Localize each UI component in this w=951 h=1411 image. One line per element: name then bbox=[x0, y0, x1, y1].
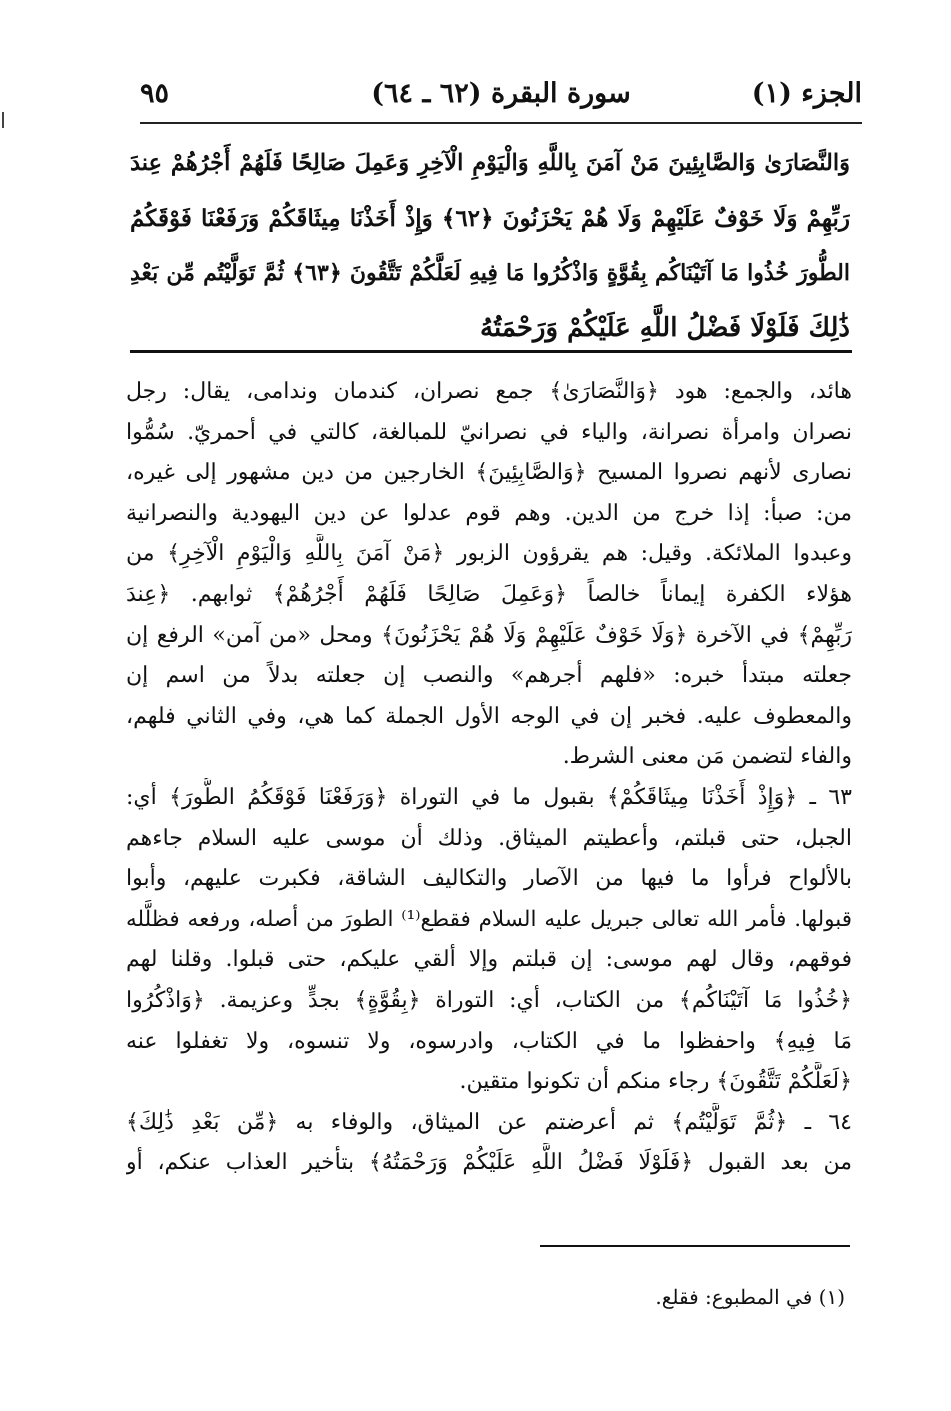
surah-title: سورة البقرة (٦٢ ـ ٦٤) bbox=[371, 78, 631, 109]
commentary-line: قبولها. فأمر الله تعالى جبريل عليه السلام فقطع⁽¹⁾ الطورَ من أصله، ورفعه فظلَّله bbox=[126, 906, 852, 932]
quran-verses bbox=[130, 136, 850, 356]
commentary-line: بالألواح فرأوا ما فيها من الآصار والتكاليف الشاقة، فكبرت عليهم، وأبوا bbox=[126, 866, 852, 892]
commentary-line: وعبدوا الملائكة. وقيل: هم يقرؤون الزبور ﴿مَنْ آمَنَ بِاللَّهِ وَالْيَوْمِ الْآخِرِ﴾ من bbox=[126, 541, 852, 567]
footnote: (١) في المطبوع: فقلع. bbox=[655, 1285, 845, 1309]
commentary-text bbox=[126, 372, 852, 1184]
commentary-line: من بعد القبول ﴿فَلَوْلَا فَضْلُ اللَّهِ عَلَيْكُمْ وَرَحْمَتُهُ﴾ بتأخير العذاب عنكم، أو bbox=[126, 1150, 852, 1176]
commentary-line: جعلته مبتدأ خبره: «فلهم أجرهم» والنصب إن جعلته بدلاً من اسم إن bbox=[126, 663, 852, 689]
commentary-line: هؤلاء الكفرة إيماناً خالصاً ﴿وَعَمِلَ صَالِحًا فَلَهُمْ أَجْرُهُمْ﴾ ثوابهم. ﴿عِندَ bbox=[126, 581, 852, 607]
verse-divider bbox=[130, 350, 852, 353]
commentary-line: نصران وامرأة نصرانة، والياء في نصرانيّ للمبالغة، كالتي في أحمريّ. سُمُّوا bbox=[126, 419, 852, 445]
commentary-line: والمعطوف عليه. فخبر إن في الوجه الأول الجملة كما هي، وفي الثاني فلهم، bbox=[126, 703, 852, 729]
commentary-line: رَبِّهِمْ﴾ في الآخرة ﴿وَلَا خَوْفٌ عَلَيْهِمْ وَلَا هُمْ يَحْزَنُونَ﴾ ومحل «من آمن» الرفع إن bbox=[126, 622, 852, 648]
commentary-line: مَا فِيهِ﴾ واحفظوا ما في الكتاب، وادرسوه، ولا تنسوه، ولا تغفلوا عنه bbox=[126, 1028, 852, 1054]
commentary-line: فوقهم، وقال لهم موسى: إن قبلتم وإلا ألقي عليكم، حتى قبلوا. وقلنا لهم bbox=[126, 947, 852, 973]
verse-line: رَبِّهِمْ وَلَا خَوْفٌ عَلَيْهِمْ وَلَا هُمْ يَحْزَنُونَ ﴿٦٢﴾ وَإِذْ أَخَذْنَا مِيثَاقَكُمْ وَرَفَعْنَا فَوْقَكُمُ bbox=[130, 205, 850, 232]
page-header bbox=[140, 74, 862, 124]
commentary-line: والفاء لتضمن مَن معنى الشرط. bbox=[562, 744, 852, 770]
juz-label: الجزء (١) bbox=[751, 78, 862, 109]
commentary-line: ﴿خُذُوا مَا آتَيْنَاكُم﴾ من الكتاب، أي: التوراة ﴿بِقُوَّةٍ﴾ بجدٍّ وعزيمة. ﴿وَاذْكُرُوا bbox=[126, 987, 852, 1013]
verse-line: ذَٰلِكَ فَلَوْلَا فَضْلُ اللَّهِ عَلَيْكُمْ وَرَحْمَتُهُ bbox=[480, 313, 850, 343]
commentary-line: الجبل، حتى قبلتم، وأعطيتم الميثاق. وذلك أن موسى عليه السلام جاءهم bbox=[126, 825, 852, 851]
commentary-line: ﴿لَعَلَّكُمْ تَتَّقُونَ﴾ رجاء منكم أن تكونوا متقين. bbox=[459, 1069, 852, 1095]
commentary-line: ٦٤ ـ ﴿ثُمَّ تَوَلَّيْتُم﴾ ثم أعرضتم عن الميثاق، والوفاء به ﴿مِّن بَعْدِ ذَٰلِكَ﴾ bbox=[126, 1109, 852, 1135]
commentary-line: هائد، والجمع: هود ﴿وَالنَّصَارَىٰ﴾ جمع نصران، كندمان وندامى، يقال: رجل bbox=[126, 379, 852, 404]
commentary-line: نصارى لأنهم نصروا المسيح ﴿وَالصَّابِئِينَ﴾ الخارجين من دين مشهور إلى غيره، bbox=[126, 460, 852, 486]
page-edge-mark bbox=[2, 112, 4, 128]
verse-line: وَالنَّصَارَىٰ وَالصَّابِئِينَ مَنْ آمَنَ بِاللَّهِ وَالْيَوْمِ الْآخِرِ وَعَمِلَ صَالِحًا فَلَهُمْ أَجْرُهُمْ عِندَ bbox=[130, 150, 850, 176]
verse-line: الطُّورَ خُذُوا مَا آتَيْنَاكُم بِقُوَّةٍ وَاذْكُرُوا مَا فِيهِ لَعَلَّكُمْ تَتَّقُونَ ﴿٦٣﴾ ثُمَّ تَوَلَّيْتُم مِّن بَعْدِ bbox=[130, 260, 850, 286]
footnote-separator bbox=[540, 1245, 850, 1247]
page-number: ٩٥ bbox=[140, 78, 170, 109]
commentary-line: ٦٣ ـ ﴿وَإِذْ أَخَذْنَا مِيثَاقَكُمْ﴾ بقبول ما في التوراة ﴿وَرَفَعْنَا فَوْقَكُمُ الطُّورَ﴾ أي: bbox=[126, 784, 852, 810]
commentary-line: من: صبأ: إذا خرج من الدين. وهم قوم عدلوا عن دين اليهودية والنصرانية bbox=[126, 500, 852, 526]
